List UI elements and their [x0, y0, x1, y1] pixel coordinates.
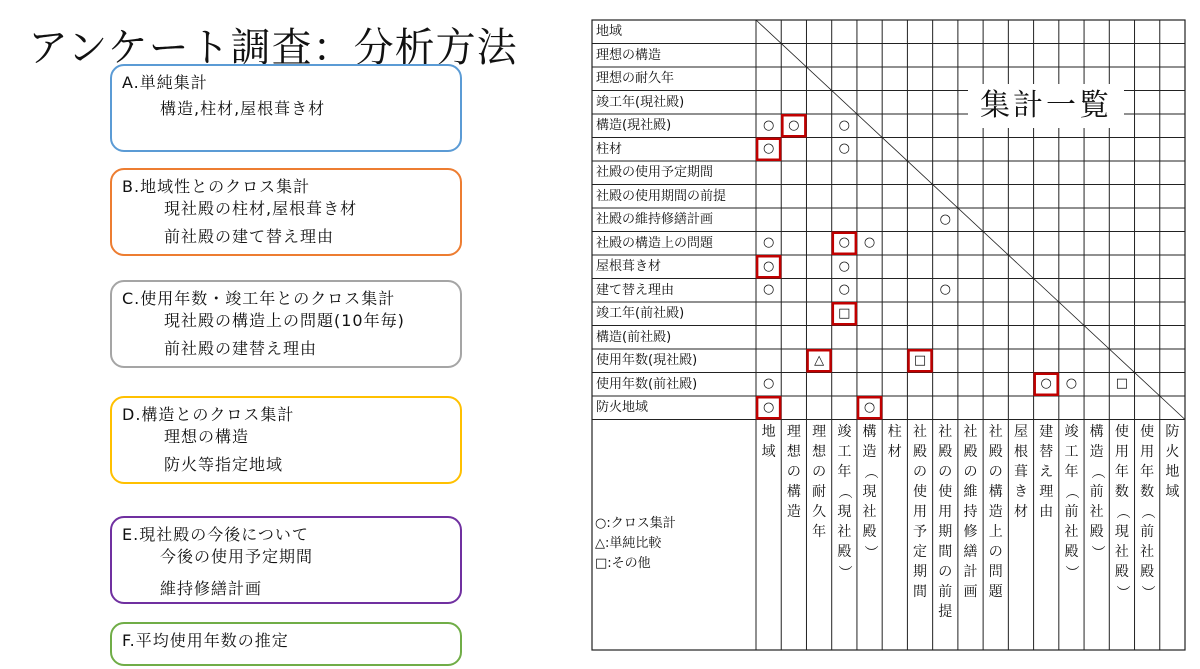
- card-item: 理想の構造: [164, 427, 250, 446]
- column-label: 使 用 年 数 （ 前 社 殿 ）: [1139, 423, 1156, 599]
- legend-item: ○:クロス集計: [595, 516, 676, 531]
- card-heading: A.単純集計: [122, 73, 208, 92]
- card-heading: B.地域性とのクロス集計: [122, 177, 311, 196]
- card-heading: E.現社殿の今後について: [122, 525, 309, 544]
- column-label: 社 殿 の 使 用 予 定 期 間: [913, 423, 928, 600]
- card-item: 防火等指定地域: [164, 455, 284, 474]
- cell-mark: ○: [838, 282, 850, 298]
- cell-mark: ○: [762, 258, 775, 274]
- column-label: 柱 材: [887, 423, 902, 460]
- row-label: 竣工年(前社殿): [596, 306, 685, 321]
- cell-mark: ○: [762, 117, 775, 133]
- card-item: 前社殿の建替え理由: [164, 339, 318, 358]
- column-label: 理 想 の 構 造: [786, 423, 801, 520]
- card-item: 現社殿の柱材,屋根葺き材: [164, 199, 358, 218]
- row-label: 建て替え理由: [596, 282, 675, 298]
- column-label: 社 殿 の 構 造 上 の 問 題: [988, 423, 1003, 600]
- legend-item: □:その他: [595, 556, 651, 571]
- cell-mark: ○: [863, 235, 876, 251]
- cell-mark: □: [838, 305, 851, 321]
- column-label: 理 想 の 耐 久 年: [812, 423, 827, 540]
- cell-mark: ○: [838, 258, 850, 274]
- row-label: 理想の耐久年: [596, 71, 675, 86]
- cell-mark: ○: [863, 399, 876, 415]
- row-label: 竣工年(現社殿): [596, 94, 685, 110]
- column-label: 地 域: [761, 423, 776, 460]
- column-label: 建 替 え 理 由: [1039, 423, 1054, 520]
- card-heading: D.構造とのクロス集計: [122, 405, 295, 424]
- column-label: 竣 工 年 （ 前 社 殿 ）: [1063, 423, 1080, 579]
- row-label: 社殿の維持修繕計画: [596, 212, 714, 227]
- legend-item: △:単純比較: [595, 536, 662, 551]
- cell-mark: ○: [939, 211, 951, 227]
- row-label: 防火地域: [596, 400, 649, 415]
- column-label: 防 火 地 域: [1165, 423, 1180, 500]
- table-title: 集計一覧: [968, 84, 1124, 128]
- row-label: 社殿の使用予定期間: [596, 165, 714, 180]
- page-title: アンケート調査：分析方法: [28, 25, 518, 71]
- column-label: 使 用 年 数 （ 現 社 殿 ）: [1113, 423, 1130, 599]
- row-label: 構造(前社殿): [596, 329, 672, 345]
- row-label: 構造(現社殿): [596, 118, 672, 133]
- cell-mark: ○: [762, 399, 775, 415]
- card-item: 前社殿の建て替え理由: [164, 227, 335, 246]
- card-item: 今後の使用予定期間: [160, 547, 314, 566]
- row-label: 地域: [596, 24, 623, 39]
- card-heading: F.平均使用年数の推定: [122, 631, 289, 650]
- card-item: 維持修繕計画: [160, 579, 263, 598]
- column-label: 社 殿 の 維 持 修 繕 計 画: [963, 423, 978, 600]
- column-label: 構 造 （ 前 社 殿 ）: [1088, 423, 1105, 559]
- cell-mark: △: [814, 352, 825, 368]
- card-item: 現社殿の構造上の問題(10年毎): [164, 311, 405, 330]
- cell-mark: ○: [939, 282, 951, 298]
- cell-mark: ○: [1065, 376, 1078, 392]
- row-label: 使用年数(前社殿): [596, 376, 698, 392]
- cell-mark: ○: [762, 282, 775, 298]
- column-label: 竣 工 年 （ 現 社 殿 ）: [836, 423, 853, 579]
- card-heading: C.使用年数・竣工年とのクロス集計: [122, 289, 396, 308]
- column-label: 社 殿 の 使 用 期 間 の 前 提: [938, 423, 953, 620]
- row-label: 使用年数(現社殿): [596, 353, 698, 368]
- cell-mark: ○: [762, 376, 775, 392]
- cell-mark: ○: [788, 117, 800, 133]
- column-label: 構 造 （ 現 社 殿 ）: [861, 423, 878, 559]
- cell-mark: ○: [838, 141, 850, 157]
- cell-mark: ○: [838, 235, 850, 251]
- column-label: 屋 根 葺 き 材: [1013, 423, 1028, 520]
- cell-mark: ○: [762, 141, 775, 157]
- cell-mark: □: [1115, 376, 1129, 392]
- card-item: 構造,柱材,屋根葺き材: [160, 99, 326, 118]
- row-label: 屋根葺き材: [596, 259, 662, 274]
- row-label: 理想の構造: [596, 47, 662, 63]
- cell-mark: ○: [762, 235, 775, 251]
- cell-mark: □: [913, 352, 927, 368]
- cell-mark: ○: [1040, 376, 1052, 392]
- row-label: 社殿の構造上の問題: [596, 235, 714, 251]
- row-label: 柱材: [596, 141, 623, 157]
- cell-mark: ○: [838, 117, 850, 133]
- row-label: 社殿の使用期間の前提: [596, 188, 727, 204]
